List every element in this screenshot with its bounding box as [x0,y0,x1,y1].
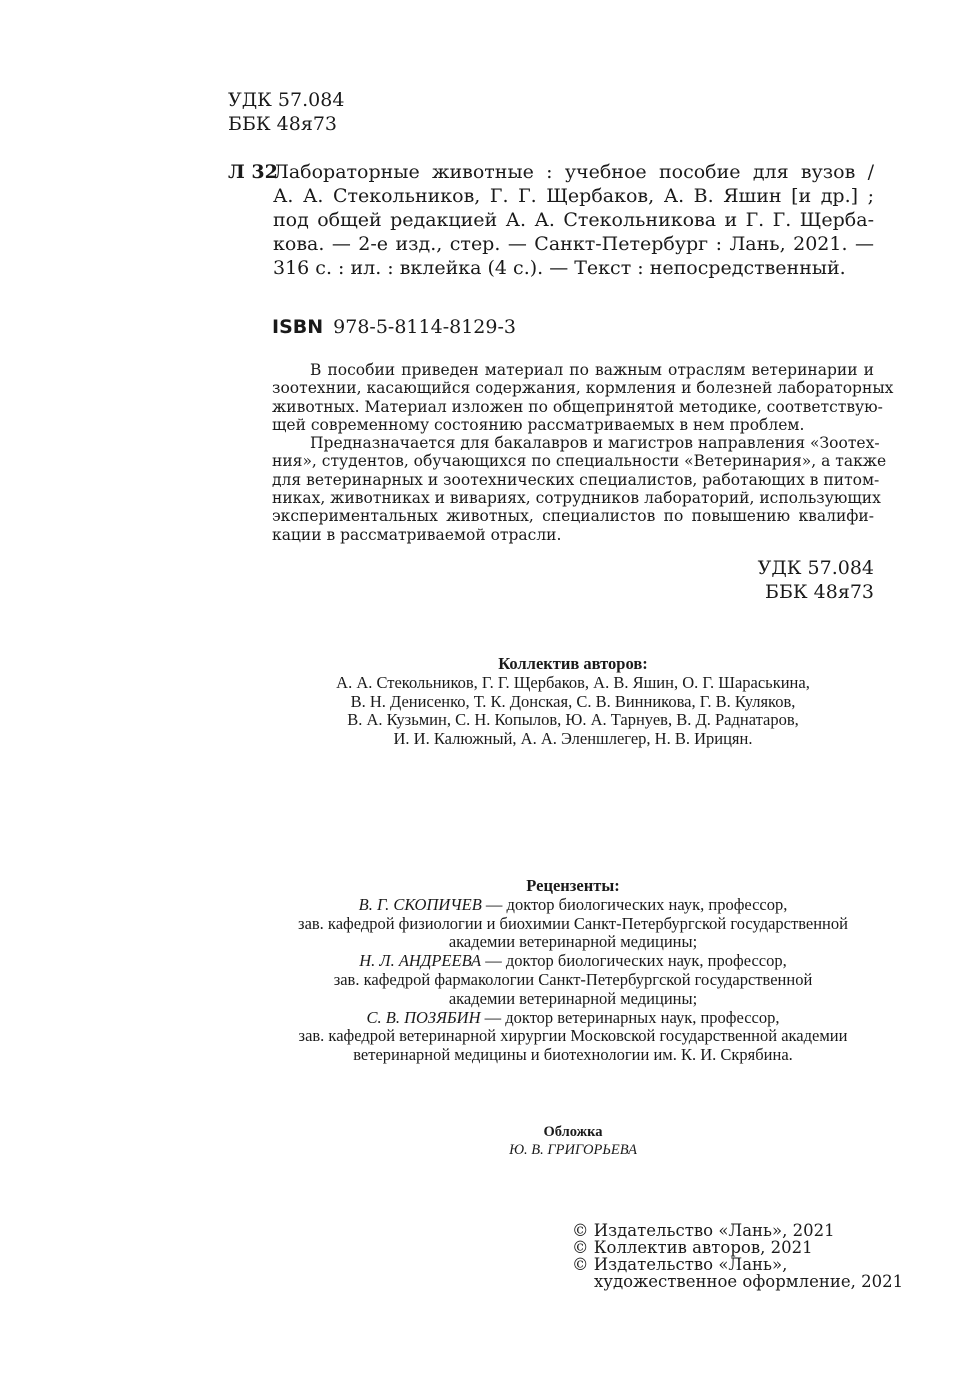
cover-heading: Обложка [543,1124,603,1140]
authors-line: В. А. Кузьмин, С. Н. Копылов, Ю. А. Тарнуев, В. Д. Раднатаров, [347,710,799,730]
reviewer-line: академии ветеринарной медицины; [448,932,698,952]
entry-line: под общей редакцией А. А. Стекольникова и Г. Г. Щерба- [273,209,874,231]
bibliographic-description [273,160,874,280]
reviewer-title-line [272,1009,874,1028]
copyright-line: © Коллектив авторов, 2021 [572,1238,813,1257]
reviewers-block [272,877,874,1065]
entry-line: 316 с. : ил. : вклейка (4 с.). — Текст : непосредственный. [273,257,846,279]
cover-designer: Ю. В. ГРИГОРЬЕВА [509,1142,637,1158]
authors-line: И. И. Калюжный, А. А. Эленшлегер, Н. В. Ирицян. [393,729,753,749]
classification-top [228,88,344,136]
bbk-code: ББК 48я73 [764,581,874,603]
annotation-line: щей современному состоянию рассматриваемых в нем проблем. [272,415,805,434]
reviewer-line: зав. кафедрой физиологии и биохимии Санкт-Петербургской государственной [298,913,848,933]
reviewer-degree: — доктор биологических наук, профессор, [481,951,787,971]
copyright-line: © Издательство «Лань», 2021 [572,1221,835,1240]
reviewer-line: зав. кафедрой ветеринарной хирургии Московской государственной академии [298,1026,848,1046]
reviewer-degree: — доктор ветеринарных наук, профессор, [480,1007,780,1027]
authors-heading: Коллектив авторов: [498,654,648,673]
bbk-code: ББК 48я73 [228,113,338,135]
annotation-line: В пособии приведен материал по важным отраслям ветеринарии и [310,361,874,379]
annotation-line: ния», студентов, обучающихся по специальности «Ветеринария», а также [272,452,887,471]
reviewer-name: С. В. ПОЗЯБИН [366,1007,481,1027]
reviewer-name: Н. Л. АНДРЕЕВА [359,951,482,971]
reviewer-degree: — доктор биологических наук, профессор, [481,894,788,914]
classification-bottom [758,556,874,604]
reviewers-heading: Рецензенты: [526,876,620,895]
authors-line: В. Н. Денисенко, Т. К. Донская, С. В. Винникова, Г. В. Куляков, [350,691,796,711]
annotation-line: кации в рассматриваемой отрасли. [272,525,562,544]
isbn [272,315,516,339]
reviewer-name: В. Г. СКОПИЧЕВ [358,894,482,914]
reviewer-line: академии ветеринарной медицины; [448,988,698,1008]
author-mark: Л 32 [228,161,278,183]
copyright-block [572,1222,903,1290]
copyright-line: © Издательство «Лань», [572,1255,788,1274]
entry-line: кова. — 2-е изд., стер. — Санкт-Петербург : Лань, 2021. — [273,233,874,255]
isbn-label: ISBN [272,316,324,338]
udk-code: УДК 57.084 [228,89,345,111]
entry-line: А. А. Стекольников, Г. Г. Щербаков, А. В. Яшин [и др.] ; [273,185,874,207]
annotation-line: экспериментальных животных, специалистов по повышению квалифи- [272,507,874,526]
reviewer-line: зав. кафедрой фармакологии Санкт-Петербургской государственной [333,969,813,989]
annotation [272,361,894,544]
copyright-line: художественное оформление, 2021 [594,1272,904,1291]
isbn-value: 978-5-8114-8129-3 [333,316,516,338]
udk-code: УДК 57.084 [757,557,874,579]
reviewer-title-line [272,952,874,971]
authors-block [272,655,874,749]
annotation-line: зоотехнии, касающийся содержания, кормления и болезней лабораторных [272,379,894,398]
cover-block [272,1123,874,1159]
reviewer-title-line [272,896,874,915]
bibliographic-entry [228,160,874,280]
annotation-line: животных. Материал изложен по общепринятой методике, соответствую- [272,397,883,416]
authors-line: А. А. Стекольников, Г. Г. Щербаков, А. В. Яшин, О. Г. Шараськина, [336,672,810,692]
entry-line: Лабораторные животные : учебное пособие для вузов / [273,161,874,183]
annotation-line: для ветеринарных и зоотехнических специалистов, работающих в питом- [272,470,880,489]
annotation-line: Предназначается для бакалавров и магистров направления «Зоотех- [310,434,880,453]
reviewer-line: ветеринарной медицины и биотехнологии им. К. И. Скрябина. [353,1045,793,1065]
annotation-line: никах, животниках и вивариях, сотрудников лабораторий, использующих [272,489,881,508]
